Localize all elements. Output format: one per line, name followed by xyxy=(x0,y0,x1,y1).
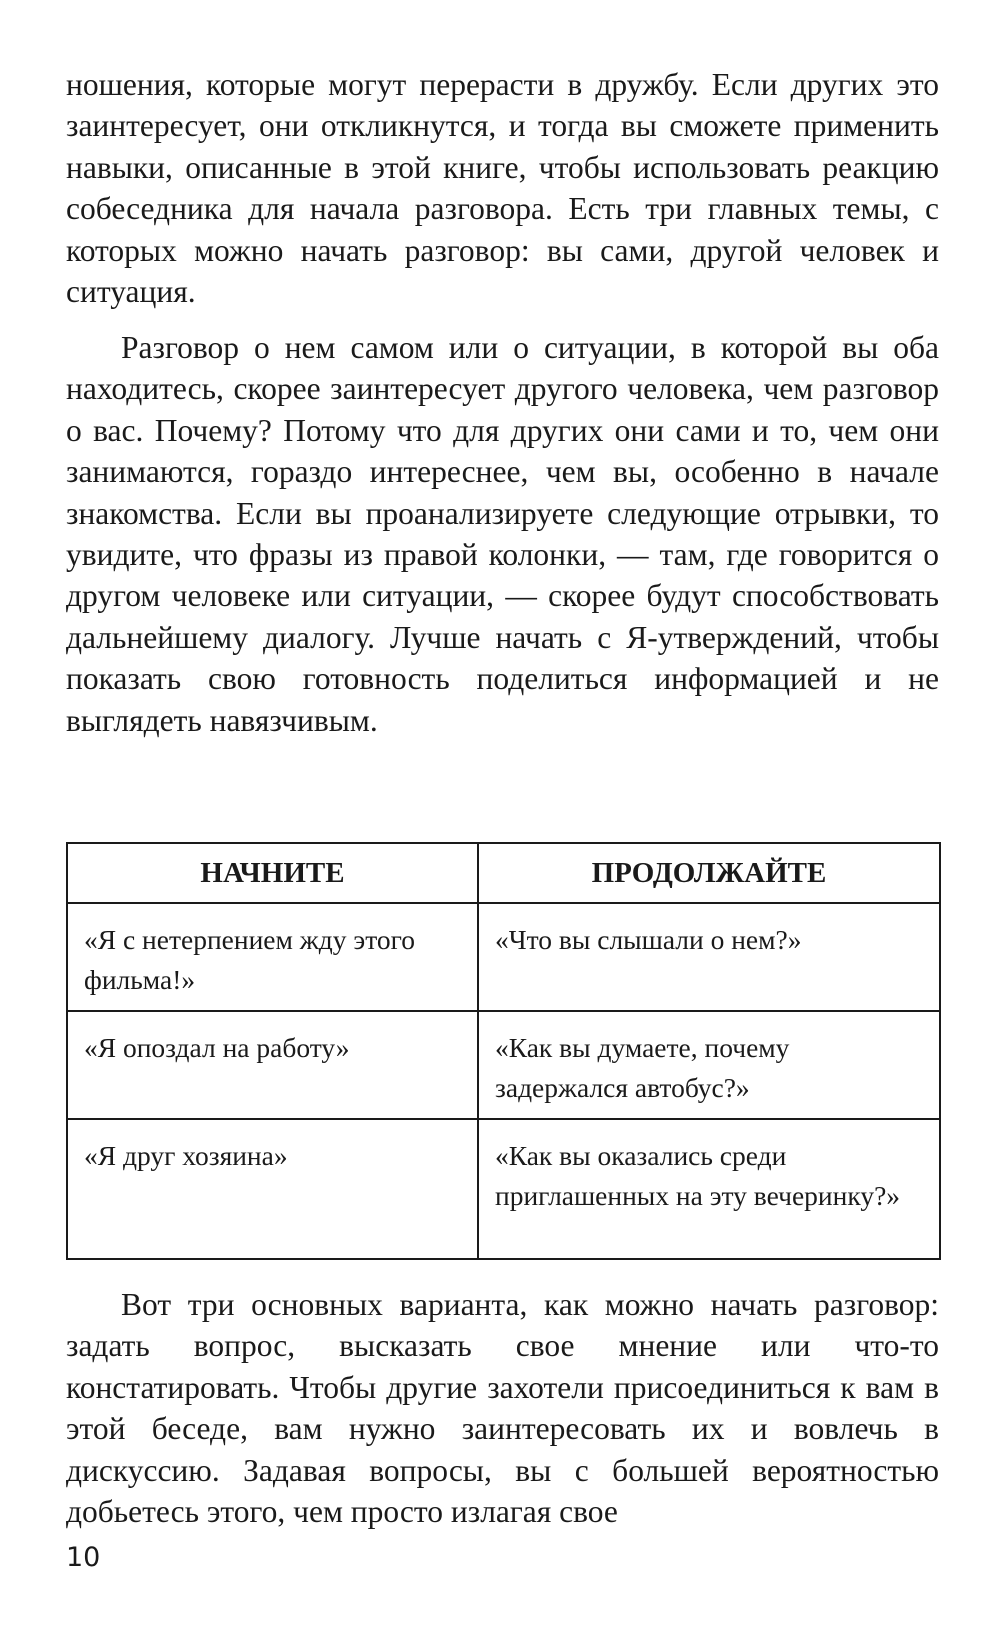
phrases-table xyxy=(66,842,941,1260)
page-number: 10 xyxy=(66,1542,101,1573)
cell-start: «Я опоздал на работу» xyxy=(67,1011,478,1119)
table-row xyxy=(67,1011,940,1119)
cell-continue: «Как вы думаете, почему задержался автобус?» xyxy=(478,1011,940,1119)
cell-continue: «Что вы слышали о нем?» xyxy=(478,903,940,1011)
table-header-row xyxy=(67,843,940,903)
header-continue: ПРОДОЛЖАЙТЕ xyxy=(478,843,940,903)
start-continue-table xyxy=(66,842,939,1260)
cell-start: «Я друг хозяина» xyxy=(67,1119,478,1259)
cell-continue: «Как вы оказались среди приглашенных на эту вечеринку?» xyxy=(478,1119,940,1259)
paragraph-intro: ношения, которые могут перерасти в дружбу. Если других это заинтересует, они откликнутся, и тогда вы сможете применить навыки, описанные в этой книге, чтобы использовать реакцию собеседника для начала разговора. Есть три главных темы, с которых можно начать разговор: вы сами, другой человек и ситуация. xyxy=(66,67,939,310)
paragraph-three-options: Вот три основных варианта, как можно начать разговор: задать вопрос, высказать свое мнение или что-то констатировать. Чтобы другие захотели присоединиться к вам в этой беседе, вам нужно заинтересовать их и вовлечь в дискуссию. Задавая вопросы, вы с большей вероятностью добьетесь этого, чем просто излагая свое xyxy=(66,1287,939,1530)
table-row xyxy=(67,903,940,1011)
header-start: НАЧНИТЕ xyxy=(67,843,478,903)
cell-start: «Я с нетерпением жду этого фильма!» xyxy=(67,903,478,1011)
paragraph-conversation-topics: Разговор о нем самом или о ситуации, в которой вы оба находитесь, скорее заинтересует другого человека, чем разговор о вас. Почему? Потому что для других они сами и то, чем они занимаются, гораздо интереснее, чем вы, особенно в начале знакомства. Если вы проанализируете следующие отрывки, то увидите, что фразы из правой колонки, — там, где говорится о другом человеке или ситуации, — скорее будут способствовать дальнейшему диалогу. Лучше начать с Я-утверждений, чтобы показать свою готовность поделиться информацией и не выглядеть навязчивым. xyxy=(66,330,939,738)
table-row xyxy=(67,1119,940,1259)
